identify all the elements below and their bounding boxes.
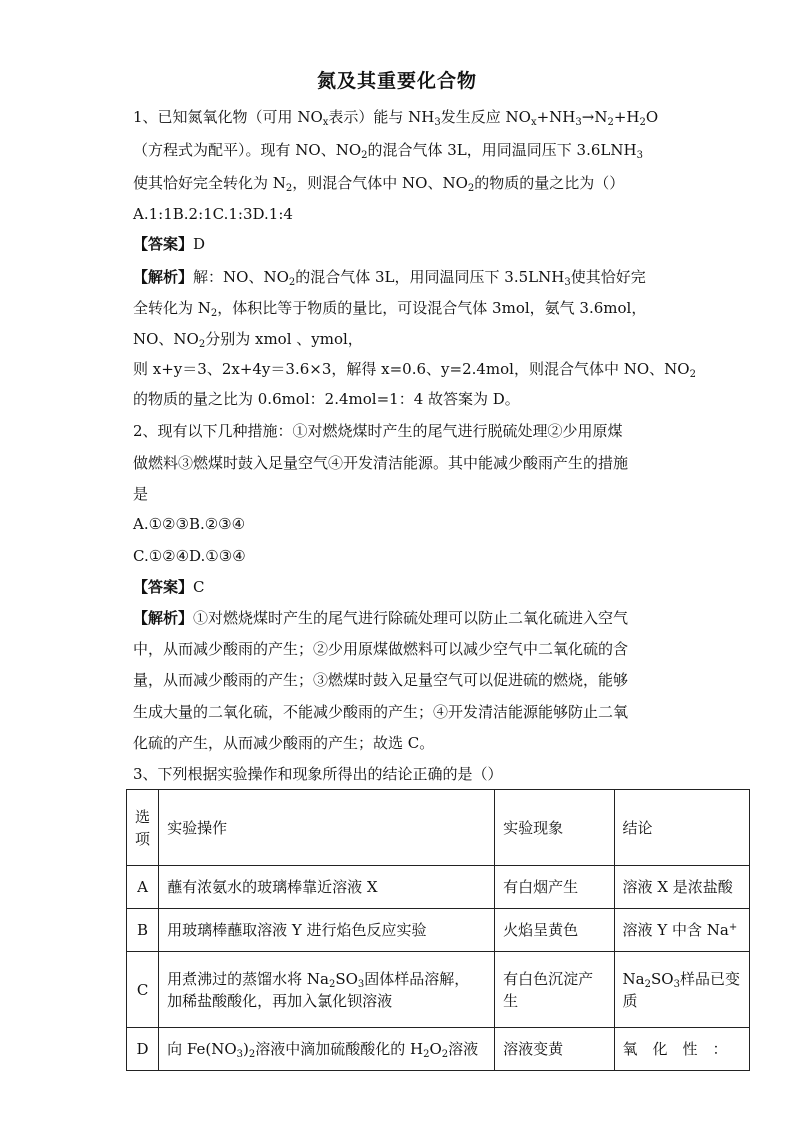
row-phenomenon: 有白烟产生 [495, 866, 614, 909]
row-phenomenon: 火焰呈黄色 [495, 909, 614, 952]
header-phenomenon: 实验现象 [495, 790, 614, 866]
q2-analysis-line1: 【解析】①对燃烧煤时产生的尾气进行除硫处理可以防止二氧化硫进入空气 [133, 609, 629, 627]
table-row [127, 952, 750, 1028]
row-operation: 向 $Fe(NO_3)_2$溶液中滴加硫酸酸化的 $H_2O_2$溶液 [159, 1028, 495, 1071]
table-row [127, 1028, 750, 1071]
q1-options: A.1:1B.2:1C.1:3D.1:4 [133, 205, 293, 223]
q2-options-cd: C.①②④D.①③④ [133, 547, 246, 565]
row-conclusion: 氧 化 性 ： [614, 1028, 749, 1071]
row-conclusion: 溶液 Y 中含 Na+ [614, 909, 749, 952]
q1-stem-line2: （方程式为配平）。现有 NO、$NO_2$的混合气体 3L，用同温同压下 $3.6LNH_3$ [133, 141, 643, 161]
q3-stem: 3、下列根据实验操作和现象所得出的结论正确的是（） [133, 765, 503, 783]
q1-analysis-line4: 则 x+y＝3、2x+4y＝3.6×3，解得 x=0.6、y=2.4mol，则混合气体中 NO、$NO_2$ [133, 360, 696, 380]
row-option: B [127, 909, 159, 952]
q2-analysis-line5: 化硫的产生，从而减少酸雨的产生；故选 C。 [133, 734, 435, 752]
header-operation: 实验操作 [159, 790, 495, 866]
table-header-row [127, 790, 750, 866]
q1-stem-line3: 使其恰好完全转化为 $N_2$，则混合气体中 NO、$NO_2$的物质的量之比为（） [133, 174, 625, 194]
experiment-table [126, 789, 750, 1071]
row-operation: 用玻璃棒蘸取溶液 Y 进行焰色反应实验 [159, 909, 495, 952]
q2-analysis-line3: 量，从而减少酸雨的产生；③燃煤时鼓入足量空气可以促进硫的燃烧，能够 [133, 671, 629, 689]
q1-analysis-line2: 全转化为 $N_2$，体积比等于物质的量比，可设混合气体 3mol，氨气 3.6mol， [133, 299, 647, 319]
q2-stem-line1: 2、现有以下几种措施：①对燃烧煤时产生的尾气进行脱硫处理②少用原煤 [133, 422, 623, 440]
row-option: C [127, 952, 159, 1028]
header-conclusion: 结论 [614, 790, 749, 866]
row-operation: 蘸有浓氨水的玻璃棒靠近溶液 X [159, 866, 495, 909]
table-row [127, 866, 750, 909]
q1-analysis-line5: 的物质的量之比为 0.6mol：2.4mol=1：4 故答案为 D。 [133, 390, 520, 408]
row-phenomenon: 溶液变黄 [495, 1028, 614, 1071]
row-conclusion: $Na_2SO_3$样品已变 质 [614, 952, 749, 1028]
q2-analysis-line4: 生成大量的二氧化硫，不能减少酸雨的产生；④开发清洁能源能够防止二氧 [133, 703, 629, 721]
table-row [127, 909, 750, 952]
page-title: 氮及其重要化合物 [316, 70, 477, 92]
q2-analysis-line2: 中，从而减少酸雨的产生；②少用原煤做燃料可以减少空气中二氧化硫的含 [133, 640, 629, 658]
row-option: D [127, 1028, 159, 1071]
header-option: 选 项 [127, 790, 159, 866]
q2-options-ab: A.①②③B.②③④ [133, 515, 246, 533]
q1-analysis-line3: NO、$NO_2$分别为 xmol 、ymol， [133, 330, 363, 350]
row-operation: 用煮沸过的蒸馏水将 $Na_2SO_3$固体样品溶解， 加稀盐酸酸化，再加入氯化钡溶液 [159, 952, 495, 1028]
q1-stem-line1: 1、已知氮氧化物（可用 $NO_x$表示）能与 $NH_3$发生反应 $NO_x+NH_3\to N_2+H_2O$ [133, 108, 659, 128]
q2-answer: 【答案】C [133, 578, 205, 596]
q1-answer: 【答案】D [133, 235, 206, 253]
q2-stem-line3: 是 [133, 485, 149, 503]
row-phenomenon: 有白色沉淀产 生 [495, 952, 614, 1028]
q1-analysis-line1: 【解析】解：NO、$NO_2$的混合气体 3L，用同温同压下 $3.5LNH_3$使其恰好完 [133, 268, 646, 288]
row-conclusion: 溶液 X 是浓盐酸 [614, 866, 749, 909]
q2-stem-line2: 做燃料③燃煤时鼓入足量空气④开发清洁能源。其中能减少酸雨产生的措施 [133, 454, 629, 472]
row-option: A [127, 866, 159, 909]
